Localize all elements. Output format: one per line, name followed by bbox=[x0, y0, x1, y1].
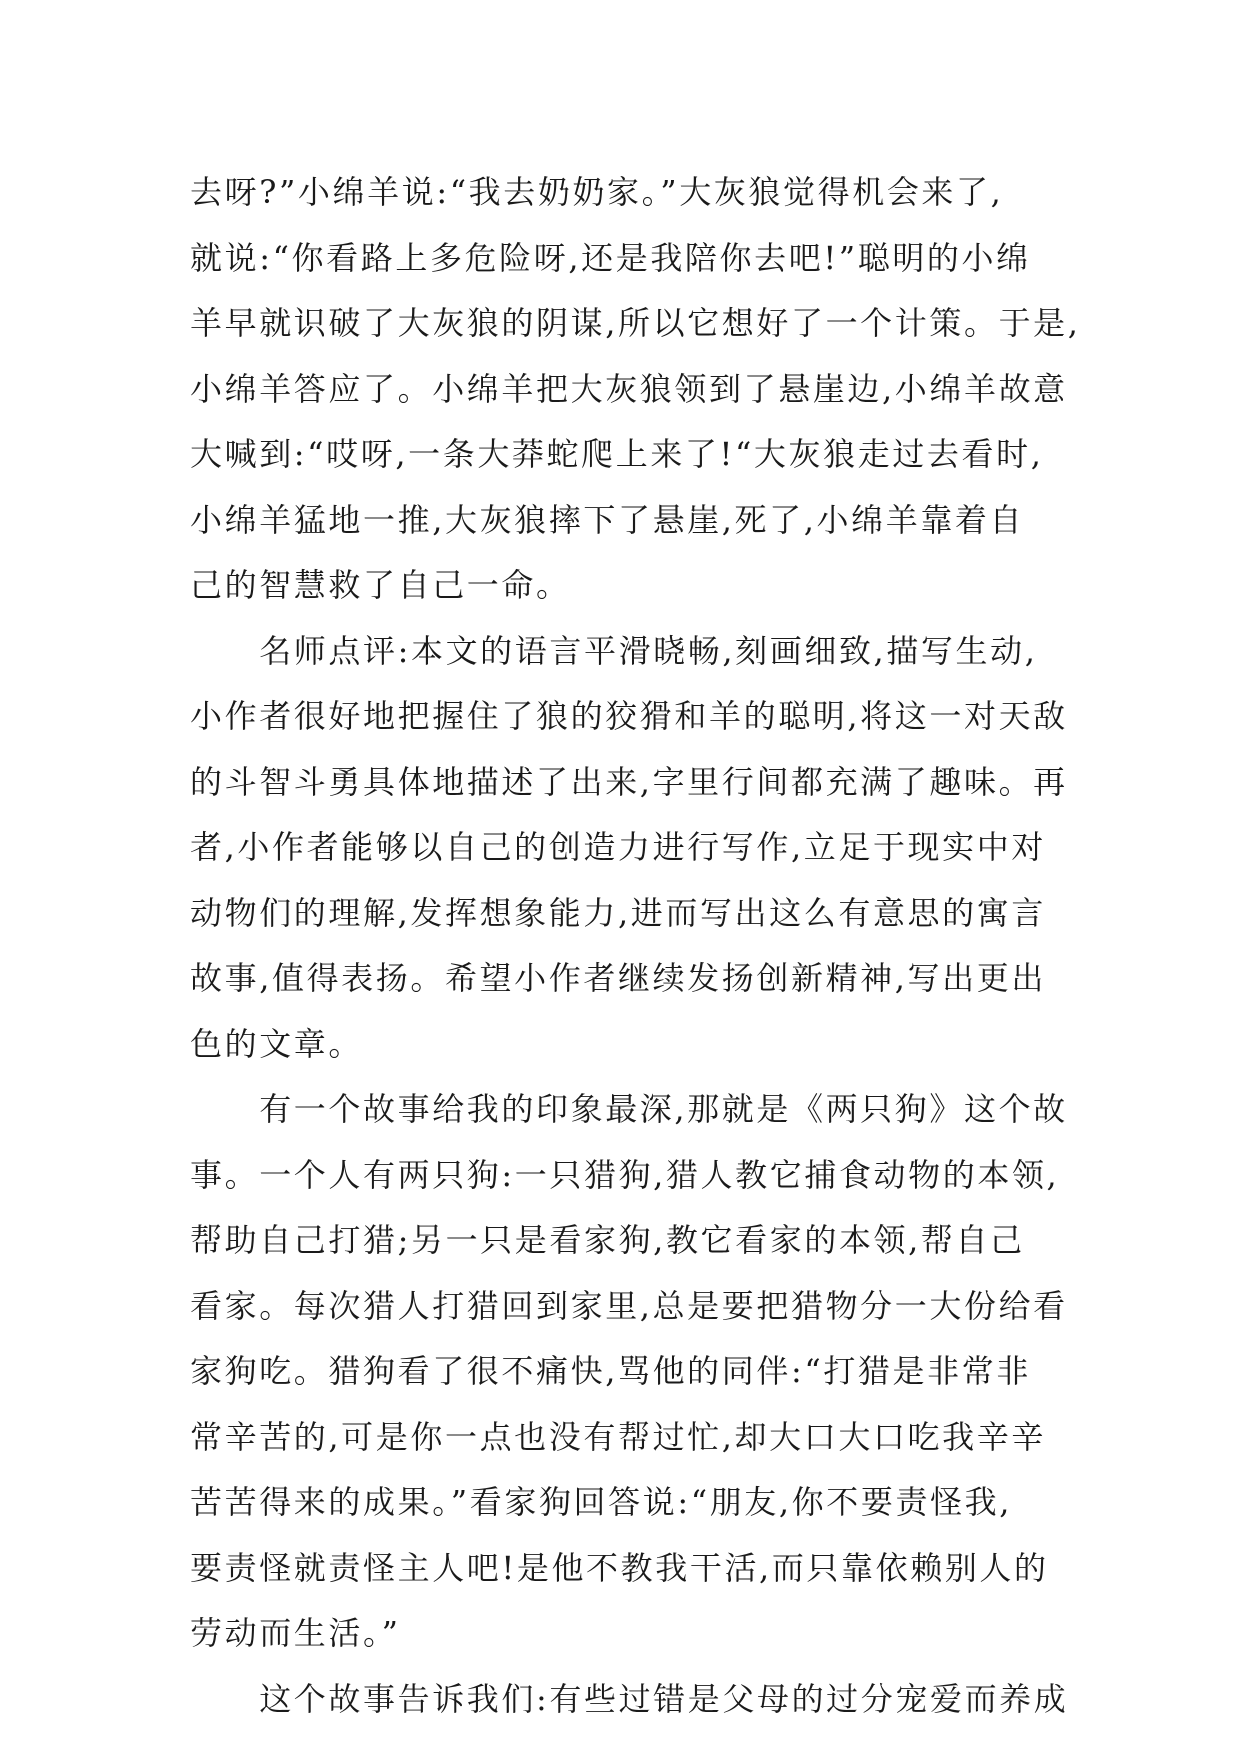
text-line: 苦苦得来的成果。”看家狗回答说:“朋友,你不要责怪我, bbox=[190, 1483, 1013, 1521]
text-line: 劳动而生活。” bbox=[190, 1614, 401, 1652]
text-line: 小作者很好地把握住了狼的狡猾和羊的聪明,将这一对天敌 bbox=[190, 697, 1068, 735]
text-line: 有一个故事给我的印象最深,那就是《两只狗》这个故 bbox=[190, 1090, 1068, 1128]
text-line: 去呀?”小绵羊说:“我去奶奶家。”大灰狼觉得机会来了, bbox=[190, 173, 1004, 211]
text-line: 就说:“你看路上多危险呀,还是我陪你去吧!”聪明的小绵 bbox=[190, 238, 1031, 277]
text-line: 色的文章。 bbox=[190, 1024, 364, 1063]
text-line: 家狗吃。猎狗看了很不痛快,骂他的同伴:“打猎是非常非 bbox=[190, 1352, 1031, 1390]
text-line: 小绵羊猛地一推,大灰狼摔下了悬崖,死了,小绵羊靠着自 bbox=[190, 500, 1025, 539]
text-line: 常辛苦的,可是你一点也没有帮过忙,却大口大口吃我辛辛 bbox=[190, 1417, 1046, 1456]
text-line: 羊早就识破了大灰狼的阴谋,所以它想好了一个计策。于是, bbox=[190, 304, 1081, 342]
text-line: 的斗智斗勇具体地描述了出来,字里行间都充满了趣味。再 bbox=[190, 762, 1068, 801]
text-line: 事。一个人有两只狗:一只猎狗,猎人教它捕食动物的本领, bbox=[190, 1155, 1060, 1194]
text-line: 大喊到:“哎呀,一条大莽蛇爬上来了!“大灰狼走过去看时, bbox=[190, 435, 1044, 473]
text-line: 帮助自己打猎;另一只是看家狗,教它看家的本领,帮自己 bbox=[190, 1221, 1025, 1259]
body-text bbox=[190, 160, 1081, 1732]
text-line: 看家。每次猎人打猎回到家里,总是要把猎物分一大份给看 bbox=[190, 1286, 1068, 1325]
text-line: 者,小作者能够以自己的创造力进行写作,立足于现实中对 bbox=[190, 828, 1046, 866]
text-line: 名师点评:本文的语言平滑晓畅,刻画细致,描写生动, bbox=[190, 631, 1038, 670]
text-line: 己的智慧救了自己一命。 bbox=[190, 566, 571, 604]
text-line: 要责怪就责怪主人吧!是他不教我干活,而只靠依赖别人的 bbox=[190, 1548, 1049, 1587]
text-line: 动物们的理解,发挥想象能力,进而写出这么有意思的寓言 bbox=[190, 893, 1046, 932]
text-line: 故事,值得表扬。希望小作者继续发扬创新精神,写出更出 bbox=[190, 959, 1046, 997]
text-line: 小绵羊答应了。小绵羊把大灰狼领到了悬崖边,小绵羊故意 bbox=[190, 369, 1068, 408]
text-line: 这个故事告诉我们:有些过错是父母的过分宠爱而养成 bbox=[190, 1679, 1069, 1718]
